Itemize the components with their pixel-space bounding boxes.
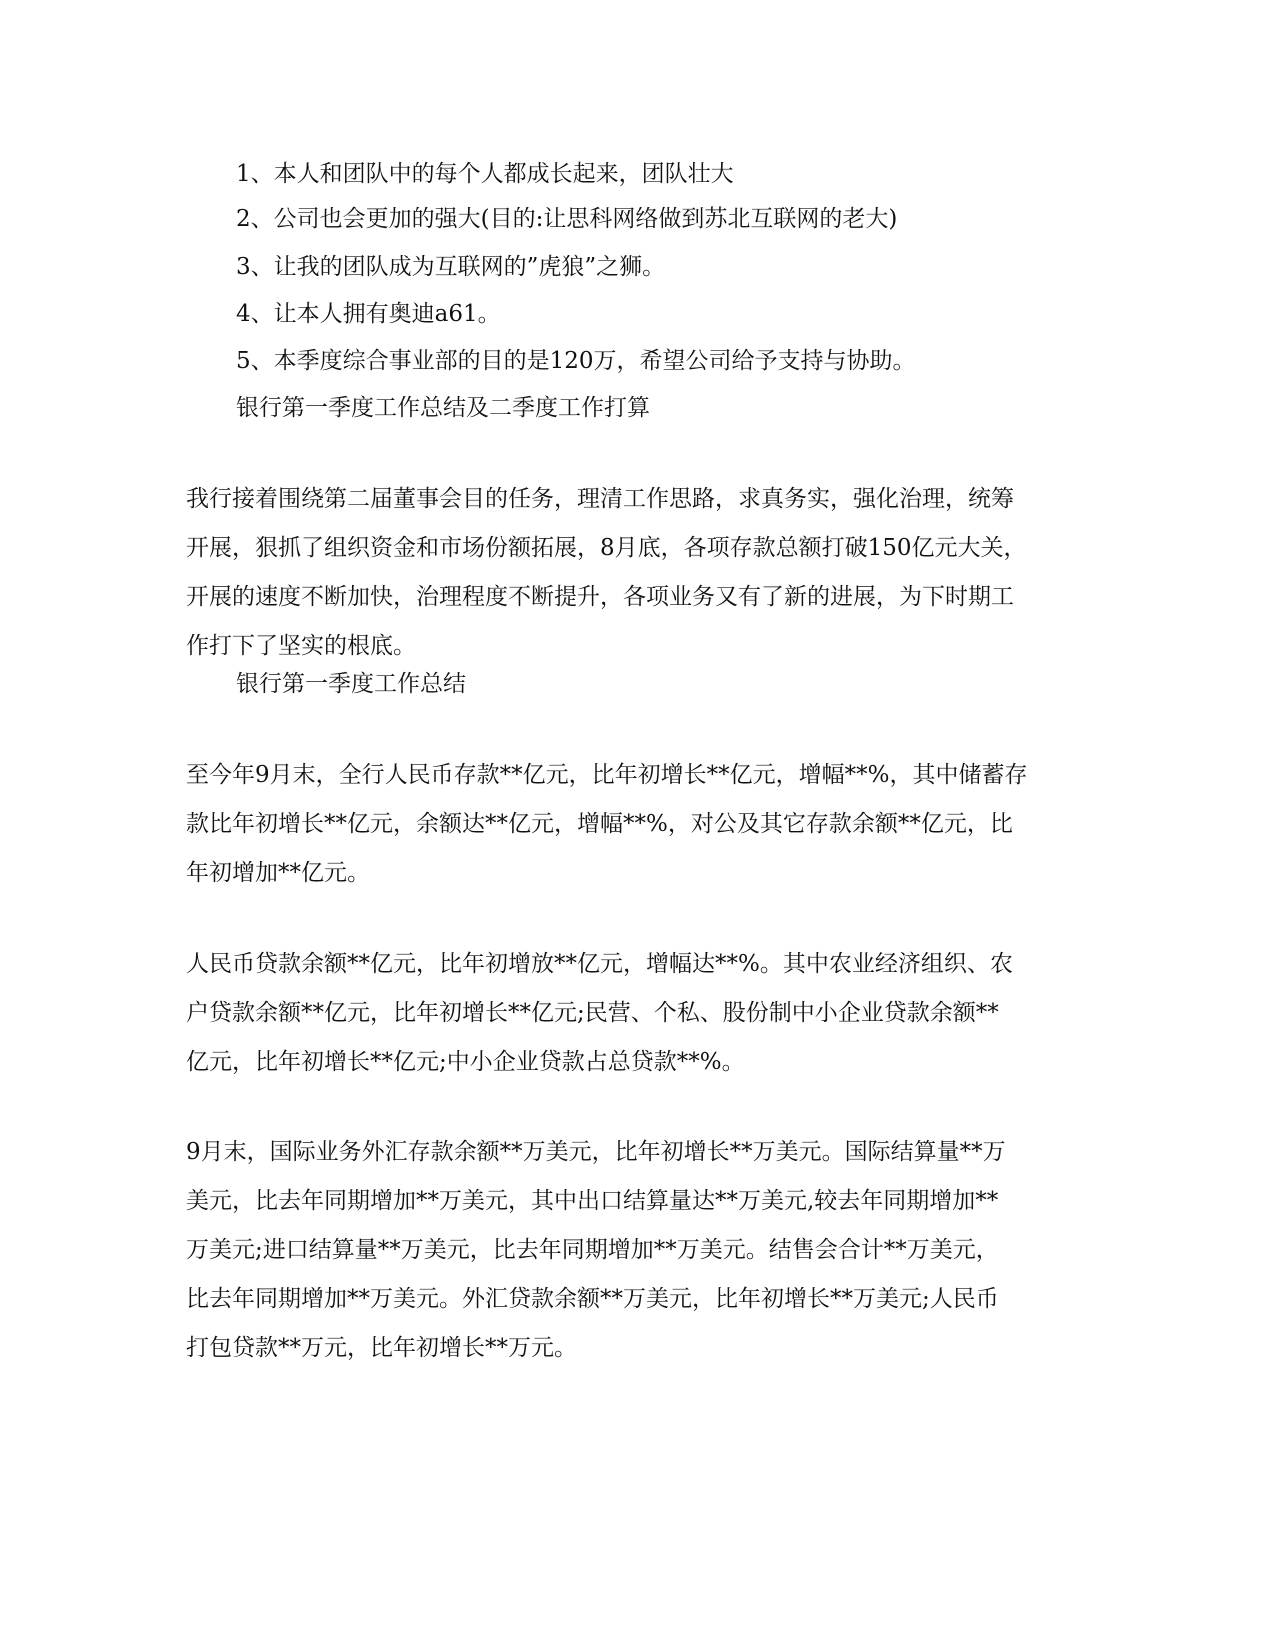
paragraph-line: 至今年9月末，全行人民币存款**亿元，比年初增长**亿元，增幅**%，其中储蓄存: [186, 762, 1028, 788]
list-item-2: 2、公司也会更加的强大(目的:让思科网络做到苏北互联网的老大): [236, 206, 898, 232]
paragraph-line: 万美元;进口结算量**万美元，比去年同期增加**万美元。结售会合计**万美元，: [186, 1237, 999, 1263]
paragraph-line: 款比年初增长**亿元，余额达**亿元，增幅**%，对公及其它存款余额**亿元，比: [186, 811, 1013, 837]
paragraph-line: 户贷款余额**亿元，比年初增长**亿元;民营、个私、股份制中小企业贷款余额**: [186, 1000, 999, 1026]
paragraph-line: 年初增加**亿元。: [186, 860, 370, 886]
paragraph-line: 人民币贷款余额**亿元，比年初增放**亿元，增幅达**%。其中农业经济组织、农: [186, 951, 1013, 977]
paragraph-line: 作打下了坚实的根底。: [186, 633, 416, 659]
list-item-5: 5、本季度综合事业部的目的是120万，希望公司给予支持与协助。: [236, 348, 916, 374]
paragraph-line: 我行接着围绕第二届董事会目的任务，理清工作思路，求真务实，强化治理，统筹: [186, 486, 1014, 512]
paragraph-international-business: [186, 1128, 1086, 1373]
paragraph-line: 比去年同期增加**万美元。外汇贷款余额**万美元，比年初增长**万美元;人民币: [186, 1286, 999, 1312]
paragraph-loans: [186, 940, 1086, 1087]
list-item-4: 4、让本人拥有奥迪a61。: [236, 301, 501, 327]
paragraph-line: 美元，比去年同期增加**万美元，其中出口结算量达**万美元,较去年同期增加**: [186, 1188, 999, 1214]
list-item-1: 1、本人和团队中的每个人都成长起来，团队壮大: [236, 161, 734, 187]
paragraph-deposits: [186, 751, 1086, 898]
paragraph-intro: [186, 475, 1086, 671]
paragraph-line: 开展的速度不断加快，治理程度不断提升，各项业务又有了新的进展，为下时期工: [186, 584, 1014, 610]
paragraph-line: 9月末，国际业务外汇存款余额**万美元，比年初增长**万美元。国际结算量**万: [186, 1139, 1006, 1165]
paragraph-line: 亿元，比年初增长**亿元;中小企业贷款占总贷款**%。: [186, 1049, 745, 1075]
section-heading-summary-and-plan: 银行第一季度工作总结及二季度工作打算: [236, 395, 650, 421]
paragraph-line: 打包贷款**万元，比年初增长**万元。: [186, 1335, 577, 1361]
paragraph-line: 开展，狠抓了组织资金和市场份额拓展，8月底，各项存款总额打破150亿元大关，: [186, 535, 1027, 561]
list-item-3: 3、让我的团队成为互联网的”虎狼”之狮。: [236, 254, 666, 280]
section-heading-summary: 银行第一季度工作总结: [236, 671, 466, 697]
